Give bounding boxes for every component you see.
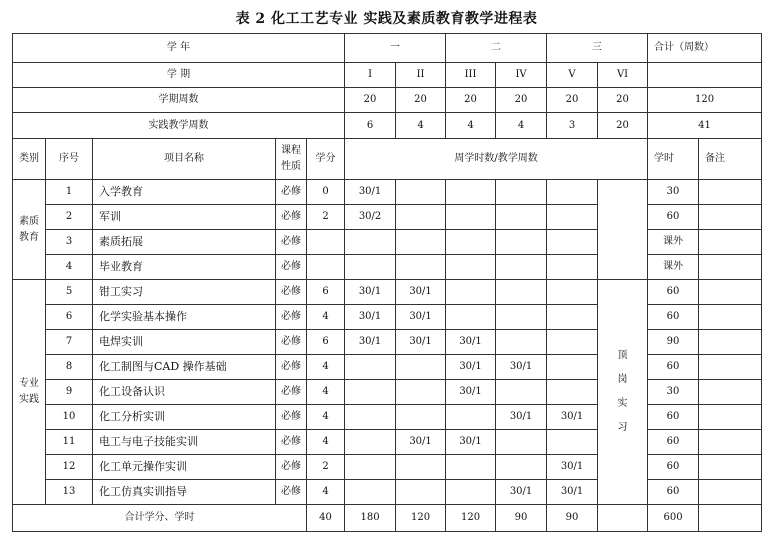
- semester-1: I: [345, 63, 396, 88]
- row-credit: 4: [307, 430, 345, 455]
- semester-label: 学 期: [13, 63, 345, 88]
- table-row: [13, 405, 762, 430]
- row-hours: 90: [648, 330, 699, 355]
- row-sem-2: [396, 455, 446, 480]
- table-row: [13, 180, 762, 205]
- row-sem-4: [496, 180, 547, 205]
- row-sem-3: [446, 455, 496, 480]
- row-project-name: 入学教育: [93, 180, 276, 205]
- row-sem-5: [547, 255, 598, 280]
- row-sem-2: [396, 205, 446, 230]
- total-sem-5: 90: [547, 505, 598, 532]
- table-row: [13, 355, 762, 380]
- header-row-semester: [13, 63, 762, 88]
- row-remark: [699, 230, 762, 255]
- row-project-name: 化工单元操作实训: [93, 455, 276, 480]
- row-sem-1: [345, 455, 396, 480]
- row-nature: 必修: [276, 330, 307, 355]
- year-2: 二: [446, 34, 547, 63]
- category-suzhi-text: 素质教育: [19, 215, 39, 243]
- semester-weeks-3: 20: [446, 88, 496, 113]
- category-zhuanye-text: 专业实践: [19, 378, 39, 405]
- row-sem-1: [345, 255, 396, 280]
- row-sem-2: 30/1: [396, 280, 446, 305]
- row-index: 10: [46, 405, 93, 430]
- row-index: 2: [46, 205, 93, 230]
- row-hours: 60: [648, 455, 699, 480]
- row-nature: 必修: [276, 230, 307, 255]
- row-sem-5: [547, 280, 598, 305]
- row-sem-5: [547, 230, 598, 255]
- semester-2: II: [396, 63, 446, 88]
- row-project-name: 化工设备认识: [93, 380, 276, 405]
- row-sem-1: [345, 230, 396, 255]
- row-sem-1: [345, 405, 396, 430]
- row-sem-5: [547, 355, 598, 380]
- row-sem-2: 30/1: [396, 330, 446, 355]
- header-row-year: [13, 34, 762, 63]
- year-1: 一: [345, 34, 446, 63]
- row-credit: [307, 255, 345, 280]
- row-sem-3: 30/1: [446, 355, 496, 380]
- row-credit: 4: [307, 480, 345, 505]
- table-row: [13, 430, 762, 455]
- row-sem-1: 30/1: [345, 180, 396, 205]
- row-index: 6: [46, 305, 93, 330]
- practice-weeks-label: 实践教学周数: [13, 113, 345, 139]
- row-hours: 60: [648, 205, 699, 230]
- row-project-name: 钳工实习: [93, 280, 276, 305]
- col-index: 序号: [46, 139, 93, 180]
- semester-weeks-1: 20: [345, 88, 396, 113]
- category-suzhi: [13, 180, 46, 280]
- row-sem-1: 30/2: [345, 205, 396, 230]
- row-hours: 30: [648, 380, 699, 405]
- total-sem-1: 180: [345, 505, 396, 532]
- row-index: 3: [46, 230, 93, 255]
- year-3: 三: [547, 34, 648, 63]
- row-project-name: 毕业教育: [93, 255, 276, 280]
- semester-6: VI: [598, 63, 648, 88]
- row-sem-1: [345, 380, 396, 405]
- practice-weeks-6: 20: [598, 113, 648, 139]
- dingang-cell: [598, 280, 648, 505]
- row-nature: 必修: [276, 180, 307, 205]
- row-credit: 0: [307, 180, 345, 205]
- row-sem-3: [446, 280, 496, 305]
- row-sem-5: [547, 380, 598, 405]
- row-sem-5: 30/1: [547, 405, 598, 430]
- row-sem-5: [547, 180, 598, 205]
- row-sem-4: [496, 255, 547, 280]
- semester-4: IV: [496, 63, 547, 88]
- table-row: [13, 230, 762, 255]
- col-weekly: 周学时数/教学周数: [345, 139, 648, 180]
- sem6-blank: [598, 180, 648, 280]
- row-index: 9: [46, 380, 93, 405]
- total-sem-6: [598, 505, 648, 532]
- row-sem-2: [396, 180, 446, 205]
- practice-weeks-3: 4: [446, 113, 496, 139]
- semester-weeks-4: 20: [496, 88, 547, 113]
- row-index: 8: [46, 355, 93, 380]
- total-label: 合计学分、学时: [13, 505, 307, 532]
- row-sem-5: [547, 330, 598, 355]
- header-row-semester-weeks: [13, 88, 762, 113]
- row-remark: [699, 480, 762, 505]
- row-remark: [699, 405, 762, 430]
- row-sem-4: 30/1: [496, 405, 547, 430]
- row-sem-5: 30/1: [547, 480, 598, 505]
- row-credit: 4: [307, 380, 345, 405]
- row-remark: [699, 255, 762, 280]
- column-header-row: [13, 139, 762, 180]
- row-sem-2: [396, 255, 446, 280]
- row-sem-1: [345, 430, 396, 455]
- row-project-name: 化工仿真实训指导: [93, 480, 276, 505]
- table-row: [13, 280, 762, 305]
- row-hours: 30: [648, 180, 699, 205]
- row-sem-1: 30/1: [345, 305, 396, 330]
- practice-weeks-1: 6: [345, 113, 396, 139]
- col-project: 项目名称: [93, 139, 276, 180]
- total-hours: 600: [648, 505, 699, 532]
- row-sem-4: [496, 280, 547, 305]
- row-nature: 必修: [276, 405, 307, 430]
- row-sem-2: [396, 230, 446, 255]
- total-row: [13, 505, 762, 532]
- row-hours: 60: [648, 480, 699, 505]
- col-nature: 课程性质: [276, 139, 307, 180]
- row-sem-3: [446, 405, 496, 430]
- row-sem-4: [496, 305, 547, 330]
- row-hours: 60: [648, 355, 699, 380]
- row-remark: [699, 280, 762, 305]
- row-sem-5: [547, 305, 598, 330]
- row-sem-4: [496, 430, 547, 455]
- col-hours: 学时: [648, 139, 699, 180]
- col-credit: 学分: [307, 139, 345, 180]
- dingang-text: 顶岗实习: [617, 350, 628, 433]
- row-sem-3: 30/1: [446, 430, 496, 455]
- row-nature: 必修: [276, 480, 307, 505]
- row-sem-1: 30/1: [345, 280, 396, 305]
- total-sem-2: 120: [396, 505, 446, 532]
- table-row: [13, 255, 762, 280]
- row-credit: 6: [307, 330, 345, 355]
- row-sem-3: [446, 180, 496, 205]
- row-sem-3: [446, 205, 496, 230]
- semester-weeks-5: 20: [547, 88, 598, 113]
- semester-weeks-2: 20: [396, 88, 446, 113]
- row-sem-5: [547, 430, 598, 455]
- row-index: 4: [46, 255, 93, 280]
- row-sem-4: 30/1: [496, 480, 547, 505]
- semester-weeks-label: 学期周数: [13, 88, 345, 113]
- semester-3: III: [446, 63, 496, 88]
- row-project-name: 电工与电子技能实训: [93, 430, 276, 455]
- row-sem-3: 30/1: [446, 330, 496, 355]
- row-index: 12: [46, 455, 93, 480]
- row-project-name: 军训: [93, 205, 276, 230]
- row-remark: [699, 205, 762, 230]
- row-sem-2: [396, 480, 446, 505]
- row-hours: 60: [648, 405, 699, 430]
- row-project-name: 素质拓展: [93, 230, 276, 255]
- year-label: 学 年: [13, 34, 345, 63]
- row-nature: 必修: [276, 430, 307, 455]
- row-hours: 60: [648, 430, 699, 455]
- row-sem-2: [396, 355, 446, 380]
- header-row-practice-weeks: [13, 113, 762, 139]
- row-hours: 课外: [648, 255, 699, 280]
- semester-weeks-6: 20: [598, 88, 648, 113]
- row-credit: 4: [307, 405, 345, 430]
- row-sem-3: [446, 305, 496, 330]
- row-sem-3: [446, 255, 496, 280]
- row-sem-3: [446, 480, 496, 505]
- row-remark: [699, 430, 762, 455]
- row-credit: 6: [307, 280, 345, 305]
- row-project-name: 化工分析实训: [93, 405, 276, 430]
- practice-weeks-5: 3: [547, 113, 598, 139]
- row-sem-3: 30/1: [446, 380, 496, 405]
- semester-5: V: [547, 63, 598, 88]
- table-row: [13, 305, 762, 330]
- row-sem-2: [396, 380, 446, 405]
- row-project-name: 电焊实训: [93, 330, 276, 355]
- semester-total-empty: [648, 63, 762, 88]
- row-sem-1: 30/1: [345, 330, 396, 355]
- row-project-name: 化工制图与CAD 操作基础: [93, 355, 276, 380]
- row-remark: [699, 455, 762, 480]
- row-index: 11: [46, 430, 93, 455]
- table-row: [13, 380, 762, 405]
- row-index: 13: [46, 480, 93, 505]
- total-remark: [699, 505, 762, 532]
- table-row: [13, 480, 762, 505]
- row-hours: 60: [648, 280, 699, 305]
- row-index: 1: [46, 180, 93, 205]
- row-credit: 2: [307, 455, 345, 480]
- row-sem-5: 30/1: [547, 455, 598, 480]
- row-remark: [699, 355, 762, 380]
- row-index: 5: [46, 280, 93, 305]
- row-remark: [699, 330, 762, 355]
- row-nature: 必修: [276, 380, 307, 405]
- row-sem-3: [446, 230, 496, 255]
- row-credit: 4: [307, 355, 345, 380]
- table-row: [13, 205, 762, 230]
- col-category: 类别: [13, 139, 46, 180]
- row-credit: [307, 230, 345, 255]
- category-zhuanye: [13, 280, 46, 505]
- row-remark: [699, 305, 762, 330]
- row-sem-4: [496, 205, 547, 230]
- practice-weeks-total: 41: [648, 113, 762, 139]
- row-sem-2: 30/1: [396, 305, 446, 330]
- row-nature: 必修: [276, 305, 307, 330]
- row-nature: 必修: [276, 355, 307, 380]
- row-remark: [699, 180, 762, 205]
- total-sem-4: 90: [496, 505, 547, 532]
- row-credit: 4: [307, 305, 345, 330]
- row-sem-4: [496, 230, 547, 255]
- row-sem-2: [396, 405, 446, 430]
- row-sem-1: [345, 480, 396, 505]
- row-index: 7: [46, 330, 93, 355]
- row-project-name: 化学实验基本操作: [93, 305, 276, 330]
- row-sem-4: [496, 380, 547, 405]
- table-row: [13, 330, 762, 355]
- row-sem-4: [496, 455, 547, 480]
- schedule-table: [12, 33, 762, 532]
- row-hours: 60: [648, 305, 699, 330]
- row-credit: 2: [307, 205, 345, 230]
- table-row: [13, 455, 762, 480]
- row-sem-4: 30/1: [496, 355, 547, 380]
- row-remark: [699, 380, 762, 405]
- row-sem-5: [547, 205, 598, 230]
- total-sem-3: 120: [446, 505, 496, 532]
- row-nature: 必修: [276, 455, 307, 480]
- row-sem-2: 30/1: [396, 430, 446, 455]
- row-hours: 课外: [648, 230, 699, 255]
- practice-weeks-4: 4: [496, 113, 547, 139]
- row-nature: 必修: [276, 255, 307, 280]
- total-weeks-label: 合计（周数）: [648, 34, 762, 63]
- row-sem-4: [496, 330, 547, 355]
- row-sem-1: [345, 355, 396, 380]
- semester-weeks-total: 120: [648, 88, 762, 113]
- row-nature: 必修: [276, 205, 307, 230]
- table-title: 表 2 化工工艺专业 实践及素质教育教学进程表: [235, 11, 538, 27]
- row-nature: 必修: [276, 280, 307, 305]
- practice-weeks-2: 4: [396, 113, 446, 139]
- col-remark: 备注: [699, 139, 762, 180]
- total-credit: 40: [307, 505, 345, 532]
